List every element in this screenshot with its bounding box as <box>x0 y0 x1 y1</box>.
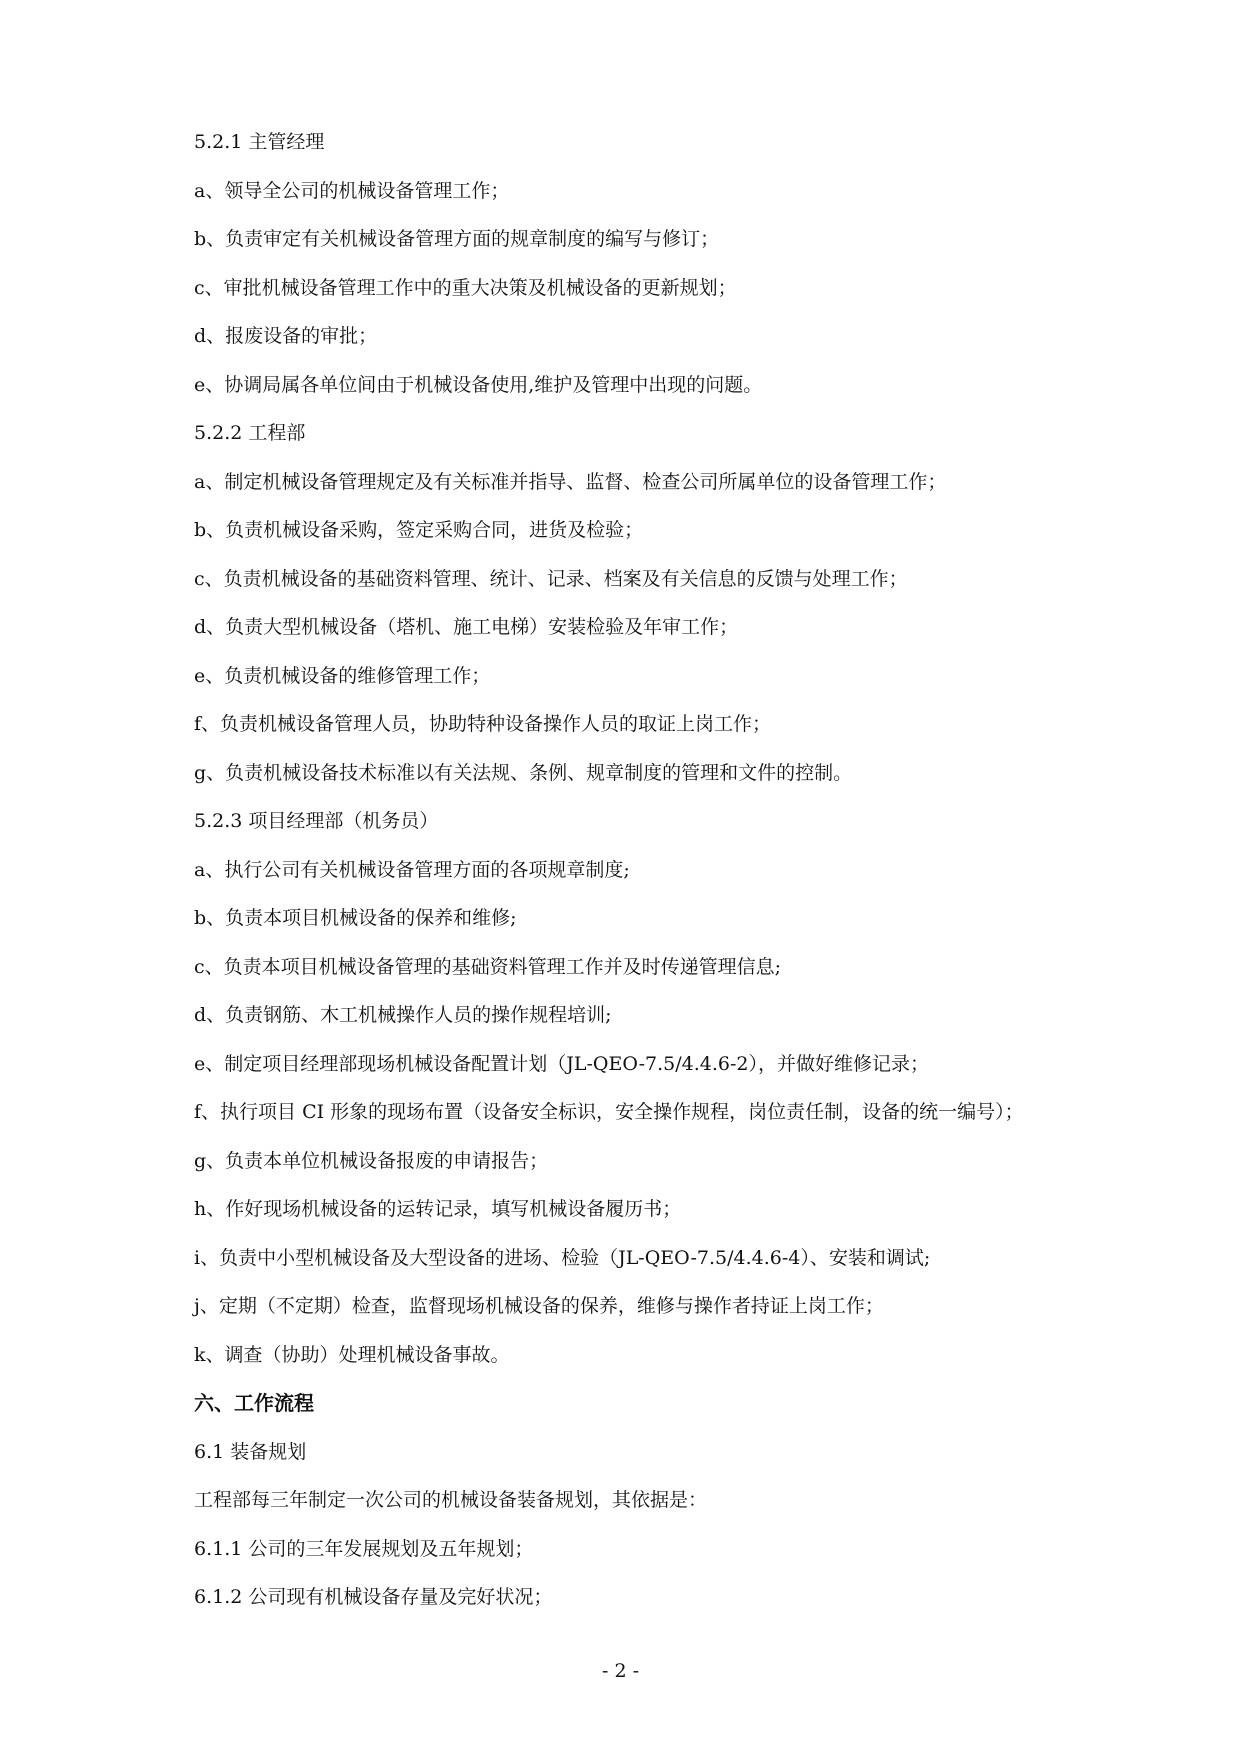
list-item: e、负责机械设备的维修管理工作； <box>194 664 491 687</box>
list-item: b、负责机械设备采购，签定采购合同，进货及检验； <box>194 519 644 541</box>
list-item: c、负责本项目机械设备管理的基础资料管理工作并及时传递管理信息; <box>194 955 782 978</box>
list-item: d、负责钢筋、木工机械操作人员的操作规程培训; <box>194 1004 612 1026</box>
list-item: c、审批机械设备管理工作中的重大决策及机械设备的更新规划； <box>194 276 737 299</box>
chapter-heading-6: 六、工作流程 <box>194 1391 314 1415</box>
list-item: a、制定机械设备管理规定及有关标准并指导、监督、检查公司所属单位的设备管理工作； <box>194 470 947 493</box>
list-item: 6.1.1 公司的三年发展规划及五年规划； <box>194 1537 534 1560</box>
list-item: f、执行项目 CI 形象的现场布置（设备安全标识，安全操作规程，岗位责任制，设备的统一编号）； <box>194 1101 1024 1123</box>
document-body <box>194 126 1194 1630</box>
section-heading-6-1: 6.1 装备规划 <box>194 1440 307 1463</box>
list-item: 6.1.2 公司现有机械设备存量及完好状况； <box>194 1586 553 1608</box>
list-item: a、领导全公司的机械设备管理工作； <box>194 179 510 202</box>
list-item: c、负责机械设备的基础资料管理、统计、记录、档案及有关信息的反馈与处理工作； <box>194 567 908 590</box>
list-item: e、制定项目经理部现场机械设备配置计划（JL-QEO-7.5/4.4.6-2），并做好维修记录； <box>194 1052 930 1075</box>
paragraph: 工程部每三年制定一次公司的机械设备装备规划，其依据是： <box>194 1489 708 1511</box>
section-heading-5-2-3: 5.2.3 项目经理部（机务员） <box>194 810 439 832</box>
list-item: a、执行公司有关机械设备管理方面的各项规章制度; <box>194 858 630 881</box>
list-item: d、报废设备的审批； <box>194 325 378 347</box>
list-item: b、负责本项目机械设备的保养和维修; <box>194 907 517 929</box>
list-item: k、调查（协助）处理机械设备事故。 <box>194 1343 510 1366</box>
section-heading-5-2-1: 5.2.1 主管经理 <box>194 131 325 153</box>
list-item: i、负责中小型机械设备及大型设备的进场、检验（JL-QEO-7.5/4.4.6-4）、安装和调试; <box>194 1246 931 1269</box>
list-item: g、负责机械设备技术标准以有关法规、条例、规章制度的管理和文件的控制。 <box>194 761 853 784</box>
list-item: g、负责本单位机械设备报废的申请报告； <box>194 1149 549 1172</box>
page-number: - 2 - <box>601 1660 639 1682</box>
list-item: j、定期（不定期）检查，监督现场机械设备的保养，维修与操作者持证上岗工作； <box>194 1295 884 1317</box>
list-item: f、负责机械设备管理人员，协助特种设备操作人员的取证上岗工作； <box>194 713 772 735</box>
list-item: b、负责审定有关机械设备管理方面的规章制度的编写与修订； <box>194 228 720 250</box>
list-item: h、作好现场机械设备的运转记录，填写机械设备履历书； <box>194 1198 682 1220</box>
list-item: e、协调局属各单位间由于机械设备使用,维护及管理中出现的问题。 <box>194 373 763 396</box>
list-item: d、负责大型机械设备（塔机、施工电梯）安装检验及年审工作； <box>194 616 739 638</box>
section-heading-5-2-2: 5.2.2 工程部 <box>194 422 306 444</box>
